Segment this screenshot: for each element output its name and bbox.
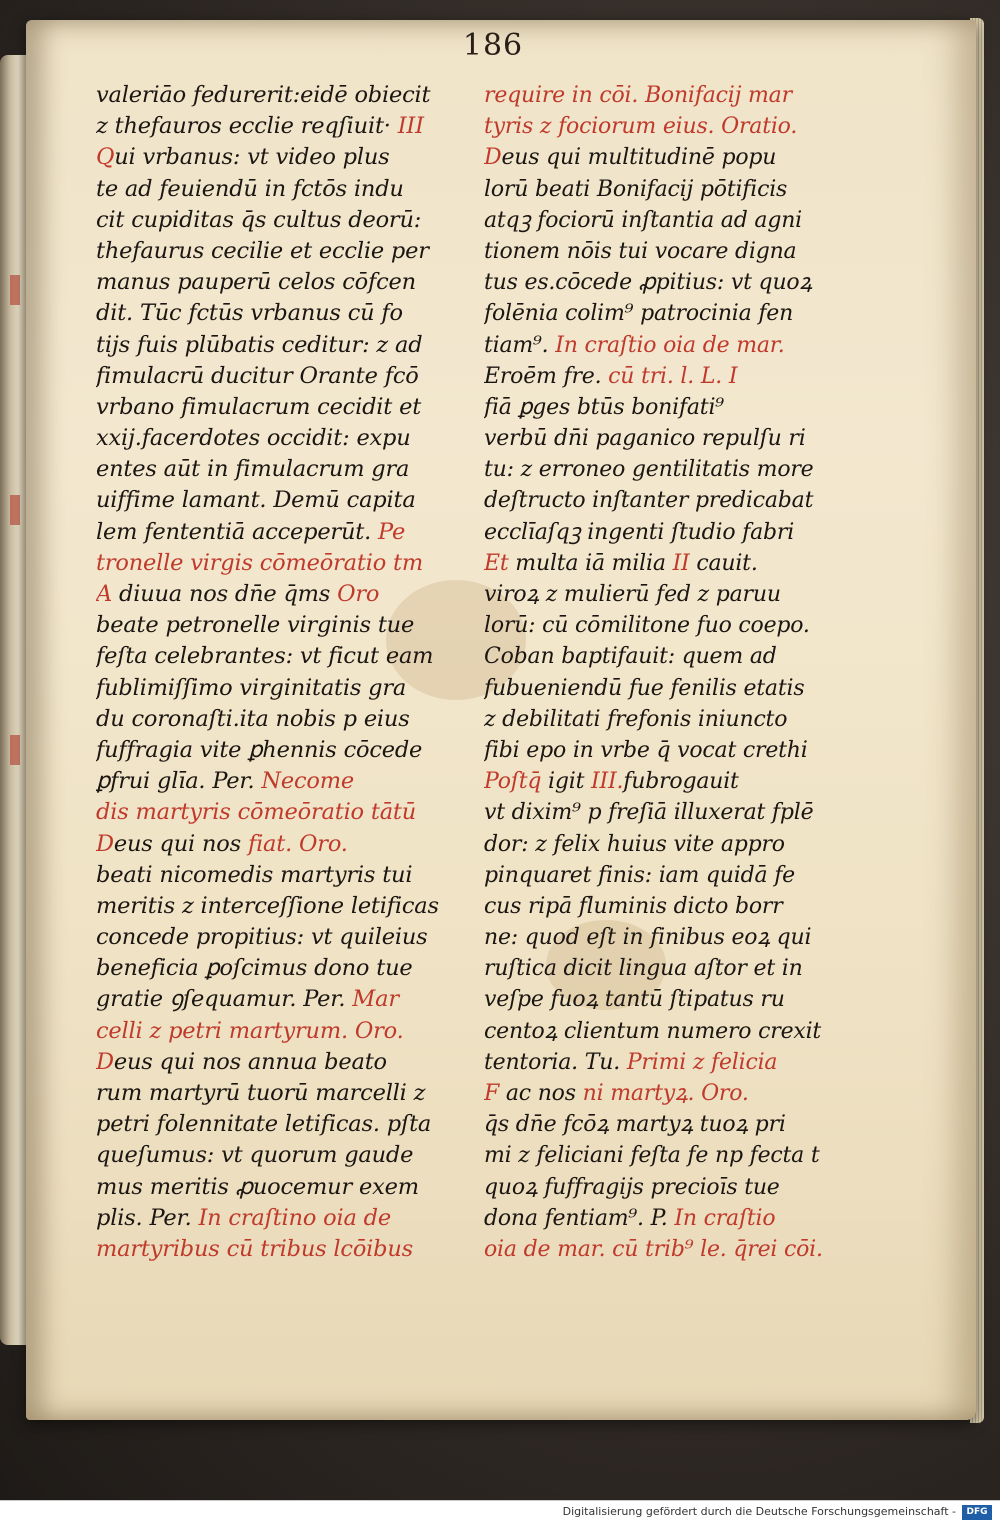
body-text: concede propitius: vt quileius — [96, 924, 428, 951]
text-line — [484, 922, 876, 953]
text-line — [484, 766, 876, 797]
folio-number: 186 — [462, 28, 524, 63]
text-line — [96, 766, 488, 797]
rubric-text: II — [672, 550, 690, 576]
rubric-text: D — [96, 830, 114, 857]
rubric-text: cū tri. l. L. I — [608, 363, 738, 389]
body-text: pinquaret finis: iam quidā fe — [484, 862, 795, 888]
body-text: petri folennitate letificas. pſta — [96, 1111, 432, 1138]
body-text: tus es.cōcede ꝓpitius: vt quoꝝ — [484, 270, 812, 296]
text-line — [96, 236, 488, 267]
body-text: ecclīaſqꝫ ingenti ſtudio fabri — [484, 519, 795, 545]
body-text: lorū: cū cōmilitone fuo coepo. — [484, 613, 810, 639]
text-line — [96, 517, 488, 548]
text-line — [96, 454, 488, 485]
text-line — [484, 361, 876, 392]
body-text: manus pauperū celos cōfcen — [96, 269, 416, 296]
body-text: tijs fuis plūbatis ceditur: z ad — [96, 331, 423, 358]
text-line — [96, 1172, 488, 1203]
text-line — [96, 1078, 488, 1109]
rubric-text: III. — [591, 769, 624, 795]
body-text: fubueniendū fue fenilis etatis — [484, 675, 805, 701]
text-line — [484, 610, 876, 641]
body-text: z thefauros ecclie reqſiuit· — [96, 113, 391, 140]
body-text: tiam⁹. — [484, 332, 556, 358]
body-text: xxij.facerdotes occidit: expu — [96, 425, 411, 452]
body-text: verbū dn̄i paganico repulſu ri — [484, 426, 806, 452]
text-line — [96, 80, 488, 111]
rubric-text: fiat. Oro. — [247, 830, 348, 857]
rubric-text: III — [390, 113, 424, 140]
digitization-footer — [0, 1500, 1000, 1525]
body-text: deſtructo inſtanter predicabat — [484, 488, 814, 514]
body-text: beati nicomedis martyris tui — [96, 861, 413, 888]
body-text: thefaurus cecilie et ecclie per — [96, 237, 429, 264]
text-line — [484, 704, 876, 735]
rubric-text: martyribus cū tribus lcōibus — [96, 1235, 414, 1262]
rubric-text: celli z petri martyrum. Oro. — [96, 1017, 404, 1044]
rubric-text: oia de mar. cū trib⁹ le. q̄rei cōi. — [484, 1236, 823, 1262]
text-line — [484, 330, 876, 361]
body-text: lem fententiā acceperūt. — [96, 518, 379, 545]
text-line — [484, 735, 876, 766]
body-text: cit cupiditas q̄s cultus deorū: — [96, 206, 422, 233]
text-line — [484, 1047, 876, 1078]
body-text: igit — [541, 769, 592, 795]
body-text: du coronaſti.ita nobis p eius — [96, 705, 410, 732]
body-text: fiā ꝑges btūs bonifati⁹ — [484, 394, 724, 420]
text-line — [96, 641, 488, 672]
text-line — [96, 735, 488, 766]
body-text: ruſtica dicit lingua aſtor et in — [484, 956, 803, 982]
text-line — [484, 267, 876, 298]
rubric-bleed — [10, 735, 20, 765]
text-line — [484, 1109, 876, 1140]
rubric-text: Necome — [261, 768, 354, 795]
body-text: queſumus: vt quorum gaude — [96, 1142, 414, 1169]
text-line — [96, 891, 488, 922]
text-line — [96, 361, 488, 392]
text-line — [484, 673, 876, 704]
text-line — [96, 860, 488, 891]
body-text: te ad feuiendū in fctōs indu — [96, 175, 404, 202]
body-text: ꝑfrui glīa. Per. — [96, 768, 262, 795]
body-text: cauit. — [689, 550, 758, 576]
rubric-text: Q — [96, 144, 115, 171]
body-text: fublimiſſimo virginitatis gra — [96, 674, 407, 701]
text-line — [484, 891, 876, 922]
text-line — [96, 829, 488, 860]
rubric-text: Et — [484, 550, 509, 576]
text-line — [96, 1140, 488, 1171]
body-text: vrbano fimulacrum cecidit et — [96, 393, 422, 420]
dfg-logo: DFG — [962, 1505, 992, 1520]
text-line — [484, 517, 876, 548]
text-line — [96, 797, 488, 828]
body-text: z debilitati frefonis iniuncto — [484, 706, 788, 732]
text-line — [484, 1078, 876, 1109]
body-text: veſpe fuoꝝ tantū ſtipatus ru — [484, 987, 785, 1013]
body-text: Eroēm fre. — [484, 363, 609, 389]
text-line — [96, 1016, 488, 1047]
body-text: ne: quod eſt in finibus eoꝝ qui — [484, 925, 812, 951]
body-text: fubrogauit — [623, 769, 739, 795]
text-line — [96, 673, 488, 704]
text-line — [96, 922, 488, 953]
text-line — [96, 392, 488, 423]
body-text: mus meritis ꝓuocemur exem — [96, 1173, 419, 1200]
text-line — [96, 485, 488, 516]
rubric-text: tronelle virgis cōmeōratio tm — [96, 549, 423, 576]
body-text: gratie ꝯſequamur. Per. — [96, 986, 353, 1013]
body-text: beate petronelle virginis tue — [96, 612, 415, 639]
rubric-text: Mar — [352, 986, 399, 1013]
body-text: quoꝝ fuffragijs precioīs tue — [484, 1174, 780, 1200]
rubric-text: ni martyꝝ. Oro. — [582, 1081, 749, 1106]
body-text: dit. Tūc fctūs vrbanus cū fo — [96, 300, 403, 327]
body-text: ac nos — [499, 1081, 583, 1106]
text-line — [96, 984, 488, 1015]
body-text: folēnia colim⁹ patrocinia fen — [484, 301, 794, 327]
text-line — [484, 1203, 876, 1234]
text-line — [484, 423, 876, 454]
body-text: q̄s dn̄e fcōꝝ martyꝝ tuoꝝ pri — [484, 1112, 786, 1138]
body-text: tionem nōis tui vocare digna — [484, 238, 797, 264]
funding-notice: Digitalisierung gefördert durch die Deutsche Forschungsgemeinschaft - — [562, 1505, 956, 1518]
body-text: ui vrbanus: vt video plus — [114, 144, 390, 171]
body-text: beneficia ꝑoſcimus dono tue — [96, 955, 413, 982]
text-line — [484, 111, 876, 142]
text-line — [484, 205, 876, 236]
text-line — [484, 1016, 876, 1047]
text-line — [96, 704, 488, 735]
body-text: vt dixim⁹ p freſiā illuxerat fplē — [484, 800, 814, 826]
rubric-text: A — [96, 581, 113, 607]
rubric-text: In craſtino oia de — [198, 1204, 391, 1231]
text-line — [96, 174, 488, 205]
body-text: tu: z erroneo gentilitatis more — [484, 457, 814, 483]
text-line — [96, 1234, 488, 1265]
text-line — [96, 1203, 488, 1234]
text-line — [484, 579, 876, 610]
body-text: valeriāo fedurerit:eidē obiecit — [96, 82, 431, 108]
text-line — [484, 953, 876, 984]
body-text: viroꝝ z mulierū fed z paruu — [484, 582, 781, 607]
body-text: centoꝝ clientum numero crexit — [484, 1018, 822, 1044]
rubric-bleed — [10, 275, 20, 305]
body-text: plis. Per. — [96, 1204, 199, 1231]
text-line — [96, 1047, 488, 1078]
text-line — [96, 267, 488, 298]
body-text: lorū beati Bonifacij pōtificis — [484, 176, 788, 202]
text-line — [96, 548, 488, 579]
text-column-left — [96, 80, 488, 1265]
rubric-text: Primi z felicia — [626, 1049, 778, 1075]
body-text: rum martyrū tuorū marcelli z — [96, 1080, 426, 1106]
text-line — [96, 610, 488, 641]
text-line — [484, 485, 876, 516]
body-text: dor: z felix huius vite appro — [484, 831, 785, 857]
rubric-text: In craſtio — [674, 1205, 776, 1231]
text-line — [484, 1172, 876, 1203]
text-line — [96, 423, 488, 454]
body-text: tentoria. Tu. — [484, 1049, 627, 1075]
rubric-text: tyris z fociorum eius. Oratio. — [484, 114, 798, 140]
body-text: diuua nos dn̄e q̄ms — [112, 581, 338, 607]
body-text: multa iā milia — [508, 550, 673, 576]
text-line — [96, 579, 488, 610]
rubric-text: dis martyris cōmeōratio tātū — [96, 799, 417, 826]
text-line — [484, 298, 876, 329]
body-text: Coban baptifauit: quem ad — [484, 644, 777, 670]
body-text: atqꝫ fociorū inſtantia ad agni — [484, 207, 803, 233]
text-line — [484, 984, 876, 1015]
rubric-bleed — [10, 495, 20, 525]
rubric-text: Poſtq̄ — [484, 769, 542, 795]
text-line — [96, 953, 488, 984]
text-line — [484, 548, 876, 579]
text-line — [96, 205, 488, 236]
text-line — [96, 142, 488, 173]
text-line — [484, 1234, 876, 1265]
body-text: fuffragia vite ꝑhennis cōcede — [96, 736, 423, 763]
rubric-text: In craſtio oia de mar. — [555, 332, 785, 358]
body-text: entes aūt in fimulacrum gra — [96, 456, 410, 483]
text-line — [484, 236, 876, 267]
text-column-right — [484, 80, 876, 1265]
body-text: mi z feliciani feſta fe np fecta t — [484, 1143, 820, 1169]
rubric-text: D — [96, 1048, 114, 1075]
body-text: eus qui nos — [113, 830, 248, 857]
text-line — [96, 298, 488, 329]
rubric-text: D — [484, 145, 502, 171]
body-text: fimulacrū ducitur Orante fcō — [96, 362, 419, 389]
body-text: fibi epo in vrbe q̄ vocat crethi — [484, 737, 808, 763]
text-line — [484, 641, 876, 672]
text-line — [484, 392, 876, 423]
rubric-text: require in cōi. Bonifacij mar — [484, 83, 792, 108]
text-line — [484, 829, 876, 860]
rubric-text: F — [484, 1081, 500, 1106]
body-text: feſta celebrantes: vt ficut eam — [96, 643, 434, 670]
text-line — [484, 860, 876, 891]
text-line — [484, 1140, 876, 1171]
text-line — [484, 454, 876, 485]
text-line — [96, 1109, 488, 1140]
body-text: eus qui multitudinē popu — [501, 145, 777, 171]
text-line — [484, 142, 876, 173]
text-line — [484, 797, 876, 828]
text-line — [96, 111, 488, 142]
rubric-text: Oro — [337, 581, 380, 607]
text-line — [484, 174, 876, 205]
body-text: uiffime lamant. Demū capita — [96, 487, 416, 514]
body-text: cus ripā fluminis dicto borr — [484, 893, 783, 919]
body-text: dona fentiam⁹. P. — [484, 1205, 675, 1231]
text-line — [484, 80, 876, 111]
body-text: eus qui nos annua beato — [113, 1048, 387, 1075]
body-text: meritis z interceſſione letificas — [96, 892, 439, 919]
rubric-text: Pe — [378, 518, 406, 545]
text-line — [96, 330, 488, 361]
